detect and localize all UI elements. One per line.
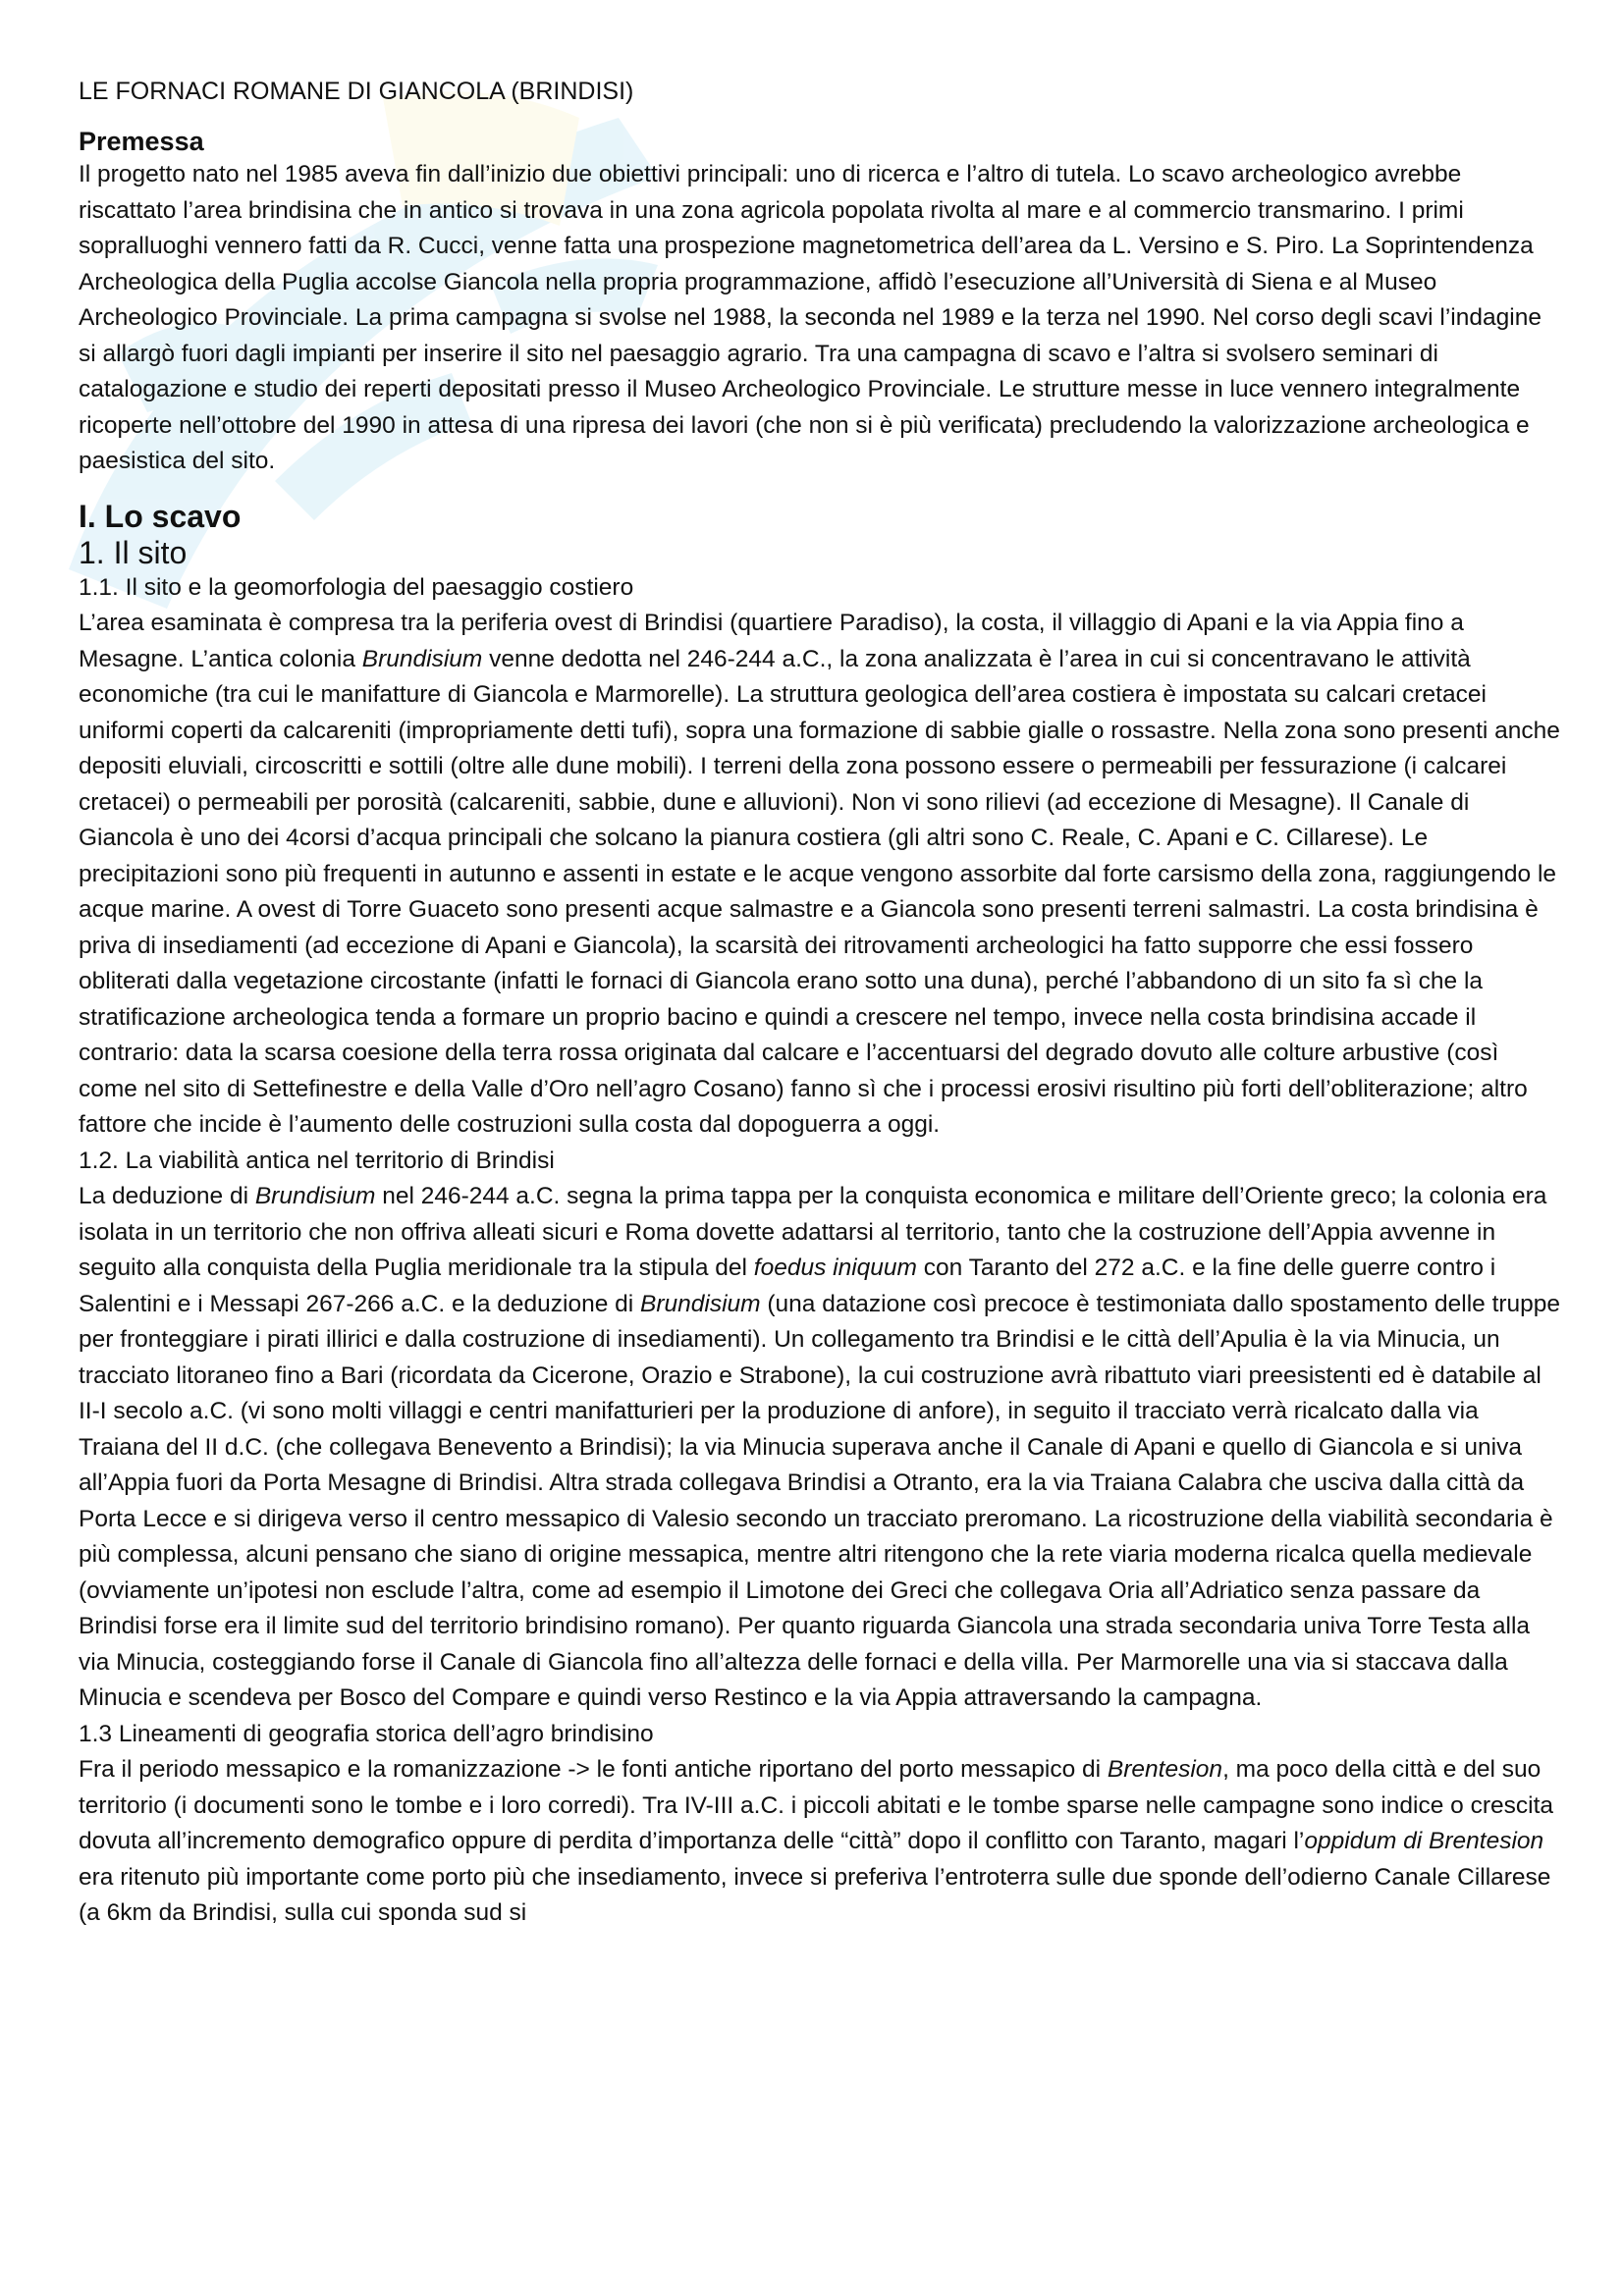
chapter-heading: 1. Il sito	[79, 534, 188, 570]
italic-term: Brundisium	[254, 1183, 376, 1209]
premessa-paragraph: Il progetto nato nel 1985 aveva fin dall’inizio due obiettivi principali: uno di ricerca e l’altro di tutela. Lo scavo archeologico avrebbe riscattato l’area brindisina che in antico si trovava in una zona agricola popolata rivolta al mare e al commercio transmarino. I primi sopralluoghi vennero fatti da R. Cucci, venne fatta una prospezione magnetometrica dell’area da L. Versino e S. Piro. La Soprintendenza Archeologica della Puglia accolse Giancola nella propria programmazione, affidò l’esecuzione all’Università di Siena e al Museo Archeologico Provinciale. La prima campagna si svolse nel 1988, la seconda nel 1989 e la terza nel 1990. Nel corso degli scavi l’indagine si allargò fuori dagli impianti per inserire il sito nel paesaggio agrario. Tra una campagna di scavo e l’altra si svolsero seminari di catalogazione e studio dei reperti depositati presso il Museo Archeologico Provinciale. Le strutture messe in luce vennero integralmente ricoperte nell’ottobre del 1990 in attesa di una ripresa dei lavori (che non si è più verificata) precludendo la valorizzazione archeologica e paesistica del sito.	[79, 161, 1542, 474]
text-run: venne dedotta nel 246-244 a.C., la zona analizzata è l’area in cui si concentravano le attività economiche (tra cui le manifatture di Giancola e Marmorelle). La struttura geologica dell’area costiera è impostata su calcari cretacei uniformi coperti da calcareniti (impropriamente detti tufi), sopra una formazione di sabbie gialle o rossastre. Nella zona sono presenti anche depositi eluviali, circoscritti e sottili (oltre alle dune mobili). I terreni della zona possono essere o permeabili per fessurazione (i calcarei cretacei) o permeabili per porosità (calcareniti, sabbie, dune e alluvioni). Non vi sono rilievi (ad eccezione di Mesagne). Il Canale di Giancola è uno dei 4corsi d’acqua principali che solcano la pianura costiera (gli altri sono C. Reale, C. Apani e C. Cillarese). Le precipitazioni sono più frequenti in autunno e assenti in estate e le acque vengono assorbite dal forte carsismo della zona, raggiungendo le acque marine. A ovest di Torre Guaceto sono presenti acque salmastre e a Giancola sono presenti terreni salmastri. La costa brindisina è priva di insediamenti (ad eccezione di Apani e Giancola), la scarsità dei ritrovamenti archeologici ha fatto supporre che essi fossero obliterati dalla vegetazione circostante (infatti le fornaci di Giancola erano sotto una duna), perché l’abbandono di un sito fa sì che la stratificazione archeologica tenda a formare un proprio bacino e quindi a crescere nel tempo, invece nella costa brindisina accade il contrario: data la scarsa coesione della terra rossa originata dal calcare e l’accentuarsi del degrado dovuto alle colture arbustive (così come nel sito di Settefinestre e della Valle d’Oro nell’agro Cosano) fanno sì che i processi erosivi risultino più forti dell’obliterazione; altro fattore che incide è l’aumento delle costruzioni sulla costa dal dopoguerra a oggi.	[79, 645, 1560, 1138]
subsection-heading-1-2: 1.2. La viabilità antica nel territorio di Brindisi	[79, 1147, 555, 1174]
subsection-heading-1-3: 1.3 Lineamenti di geografia storica dell’agro brindisino	[79, 1720, 654, 1747]
document-title: LE FORNACI ROMANE DI GIANCOLA (BRINDISI)	[79, 78, 634, 105]
section-heading: I. Lo scavo	[79, 498, 242, 534]
italic-term: oppidum di Brentesion	[1304, 1828, 1544, 1854]
text-run: Fra il periodo messapico e la romanizzazione -> le fonti antiche riportano del porto messapico di	[79, 1756, 1108, 1783]
text-run: era ritenuto più importante come porto più che insediamento, invece si preferiva l’entroterra sulle due sponde dell’odierno Canale Cillarese (a 6km da Brindisi, sulla cui sponda sud si	[79, 1863, 1551, 1926]
subsection-heading-1-1: 1.1. Il sito e la geomorfologia del paesaggio costiero	[79, 573, 634, 601]
paragraph-1-2	[79, 1179, 1563, 1717]
text-run: nel 246-244 a.C. segna la prima tappa per la conquista economica e militare dell’Oriente greco; la colonia era isolata in un territorio che non offriva alleati sicuri e Roma dovette adattarsi al territorio, tanto che la costruzione dell’Appia avvenne in seguito alla conquista della Puglia meridionale tra la stipula del	[79, 1183, 1547, 1281]
italic-term: Brentesion	[1107, 1756, 1223, 1783]
text-run: , ma poco della città e del suo territorio (i documenti sono le tombe e i loro corredi). Tra IV-III a.C. i piccoli abitati e le tombe sparse nelle campagne sono indice o crescita dovuta all’incremento demografico oppure di perdita d’importanza delle “città” dopo il conflitto con Taranto, magari l’	[79, 1756, 1554, 1854]
text-run: L’area esaminata è compresa tra la periferia ovest di Brindisi (quartiere Paradiso), la costa, il villaggio di Apani e la via Appia fino a Mesagne. L’antica colonia	[79, 610, 1464, 672]
document-page	[79, 77, 1563, 1932]
italic-term: Brundisium	[361, 645, 483, 672]
text-run: La deduzione di	[79, 1183, 255, 1209]
text-run: con Taranto del 272 a.C. e la fine delle guerre contro i Salentini e i Messapi 267-266 a.C. e la deduzione di	[79, 1255, 1496, 1317]
premessa-heading: Premessa	[79, 127, 204, 156]
italic-term: foedus iniquum	[753, 1255, 917, 1281]
italic-term: Brundisium	[640, 1290, 761, 1317]
paragraph-1-3	[79, 1752, 1563, 1932]
text-run: (una datazione così precoce è testimoniata dallo spostamento delle truppe per fronteggiare i pirati illirici e dalla costruzione di insediamenti). Un collegamento tra Brindisi e le città dell’Apulia è la via Minucia, un tracciato litoraneo fino a Bari (ricordata da Cicerone, Orazio e Strabone), la cui costruzione avrà ribattuto viari preesistenti ed è databile al II-I secolo a.C. (vi sono molti villaggi e centri manifatturieri per la produzione di anfore), in seguito il tracciato verrà ricalcato dalla via Traiana del II d.C. (che collegava Benevento a Brindisi); la via Minucia superava anche il Canale di Apani e quello di Giancola e si univa all’Appia fuori da Porta Mesagne di Brindisi. Altra strada collegava Brindisi a Otranto, era la via Traiana Calabra che usciva dalla città da Porta Lecce e si dirigeva verso il centro messapico di Valesio secondo un tracciato preromano. La ricostruzione della viabilità secondaria è più complessa, alcuni pensano che siano di origine messapica, mentre altri ritengono che la rete viaria moderna ricalca quella medievale (ovviamente un’ipotesi non esclude l’altra, come ad esempio il Limotone dei Greci che collegava Oria all’Adriatico senza passare da Brindisi forse era il limite sud del territorio brindisino romano). Per quanto riguarda Giancola una strada secondaria univa Torre Testa alla via Minucia, costeggiando forse il Canale di Giancola fino all’altezza delle fornaci e della villa. Per Marmorelle una via si staccava dalla Minucia e scendeva per Bosco del Compare e quindi verso Restinco e la via Appia attraversando la campagna.	[79, 1290, 1561, 1711]
paragraph-1-1	[79, 606, 1563, 1144]
